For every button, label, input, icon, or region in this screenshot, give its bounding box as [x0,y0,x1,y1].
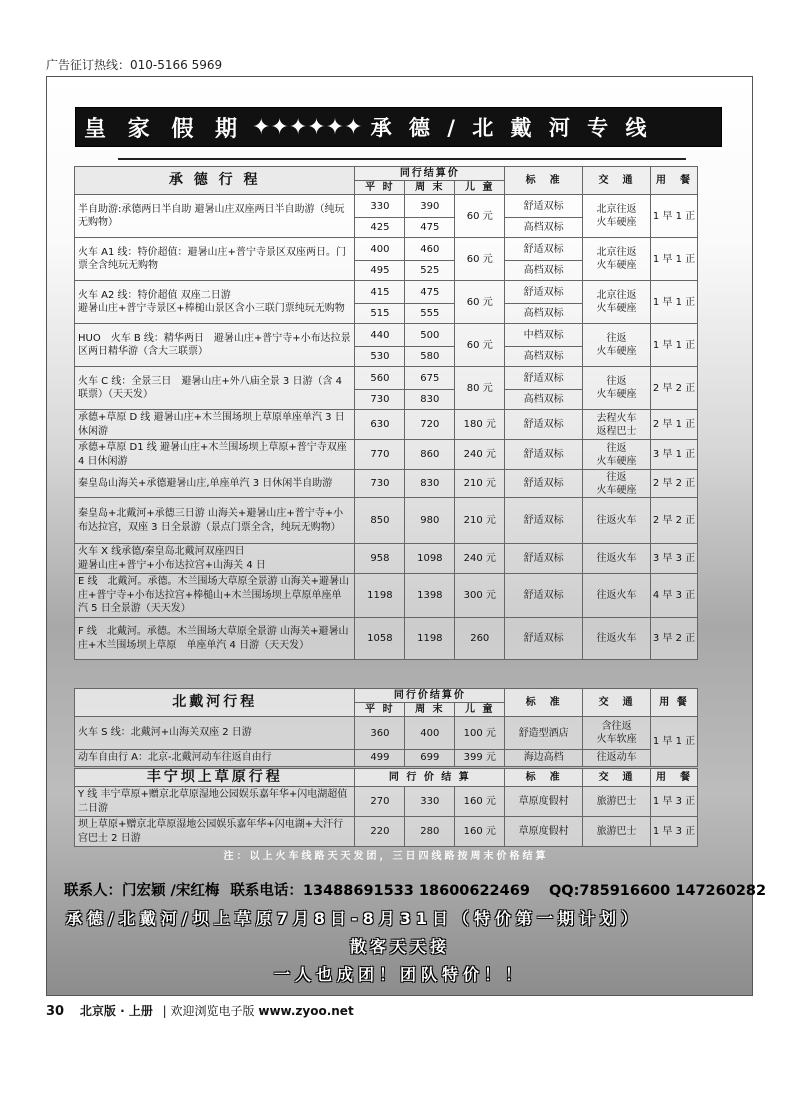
transport-cell: 北京往返 火车硬座 [583,195,651,238]
transport-header: 交 通 [583,689,651,717]
meal-cell: 1 早 3 正 [651,787,698,817]
weekday-price: 1058 [355,618,405,660]
child-price: 60 元 [455,324,505,367]
standard-cell: 舒造型酒店 [505,717,583,750]
transport-cell: 往返火车 [583,498,651,544]
weekday-price: 425 [355,218,405,238]
weekend-price: 475 [405,281,455,304]
route-desc: HUO 火车 B 线：精华两日 避暑山庄+普宁寺+小布达拉景区两日精华游（含大三联票） [75,324,355,367]
weekday-price: 220 [355,817,405,847]
weekday-price: 400 [355,238,405,261]
weekend-header: 周 末 [405,181,455,195]
weekday-price: 270 [355,787,405,817]
table-row [75,238,698,261]
weekday-price: 330 [355,195,405,218]
route-desc: 火车 A2 线：特价超值 双座二日游 避暑山庄+普宁寺景区+棒槌山景区含小三联门票纯玩无购物 [75,281,355,324]
table-row [75,498,698,544]
weekday-price: 515 [355,304,405,324]
standard-header: 标 准 [505,689,583,717]
footer-text: | 欢迎浏览电子版 [162,1004,255,1018]
standard-cell: 舒适双标 [505,440,583,470]
weekday-price: 499 [355,750,405,767]
phone-label: 联系电话： [230,883,303,899]
child-price: 60 元 [455,281,505,324]
footer [46,1002,354,1019]
weekday-price: 1198 [355,574,405,618]
weekday-price: 560 [355,367,405,390]
child-price: 60 元 [455,195,505,238]
standard-cell: 舒适双标 [505,544,583,574]
weekday-price: 495 [355,261,405,281]
divider [118,158,686,160]
weekday-price: 360 [355,717,405,750]
weekend-price: 525 [405,261,455,281]
table-row [75,618,698,660]
route-desc: 动车自由行 A：北京-北戴河动车往返自由行 [75,750,355,767]
website-link[interactable]: www.zyoo.net [258,1004,354,1018]
meal-cell: 3 早 2 正 [650,618,697,660]
route-desc: 秦皇岛山海关+承德避暑山庄,单座单汽 3 日休闲半自助游 [75,470,355,498]
transport-cell: 去程火车 返程巴士 [583,410,651,440]
section-title: 丰宁坝上草原行程 [75,769,355,787]
weekend-price: 400 [405,717,455,750]
transport-cell: 北京往返 火车硬座 [583,281,651,324]
weekend-price: 980 [405,498,455,544]
standard-cell: 海边高档 [505,750,583,767]
standard-cell: 舒适双标 [505,470,583,498]
transport-cell: 北京往返 火车硬座 [583,238,651,281]
meal-cell: 3 早 3 正 [650,544,697,574]
weekend-price: 1098 [405,544,455,574]
route-desc: 半自助游:承德两日半自助 避暑山庄双座两日半自助游（纯玩无购物） [75,195,355,238]
route-desc: 火车 X 线承德/秦皇岛北戴河双座四日 避暑山庄+普宁+小布达拉宫+山海关 4 日 [75,544,355,574]
table-row [75,750,698,767]
transport-cell: 往返 火车硬座 [583,470,651,498]
standard-cell: 高档双标 [505,347,583,367]
standard-cell: 高档双标 [505,218,583,238]
weekend-price: 860 [405,440,455,470]
route-desc: 承德+草原 D 线 避暑山庄+木兰围场坝上草原单座单汽 3 日休闲游 [75,410,355,440]
weekend-price: 1398 [405,574,455,618]
route-desc: 坝上草原+赠京北草原湿地公园娱乐嘉年华+闪电湖+大汗行宫巴士 2 日游 [75,817,355,847]
table-row [75,574,698,618]
table-row [75,544,698,574]
route-desc: F 线 北戴河。承德。木兰围场大草原全景游 山海关+避暑山庄+木兰围场坝上草原 单座单汽 4 日游（天天发） [75,618,355,660]
weekend-price: 675 [405,367,455,390]
meal-cell: 4 早 3 正 [650,574,697,618]
standard-cell: 舒适双标 [505,618,583,660]
route-desc: 火车 C 线：全景三日 避暑山庄+外八庙全景 3 日游（含 4 联票）（天天发） [75,367,355,410]
transport-cell: 往返火车 [583,544,651,574]
meal-cell: 1 早 1 正 [650,324,697,367]
table-row [75,787,698,817]
chengde-table [74,166,698,660]
weekend-price: 460 [405,238,455,261]
weekend-price: 280 [405,817,455,847]
child-price: 100 元 [455,717,505,750]
standard-cell: 舒适双标 [505,195,583,218]
transport-cell: 往返火车 [583,574,651,618]
meal-header: 用 餐 [651,689,698,717]
weekend-price: 580 [405,347,455,367]
table-row [75,195,698,218]
standard-cell: 高档双标 [505,390,583,410]
weekday-price: 530 [355,347,405,367]
group-price-header: 同行结算价 [355,167,505,181]
weekday-price: 958 [355,544,405,574]
table-row [75,470,698,498]
banner [75,107,722,147]
meal-cell: 1 早 1 正 [651,717,698,767]
weekend-price: 699 [405,750,455,767]
promo-slogan: 一人也成团！团队特价！！ [273,965,526,984]
child-header: 儿 童 [455,181,505,195]
weekend-price: 830 [405,470,455,498]
meal-cell: 2 早 2 正 [650,367,697,410]
weekday-price: 440 [355,324,405,347]
meal-cell: 1 早 1 正 [650,195,697,238]
route-desc: 火车 S 线：北戴河+山海关双座 2 日游 [75,717,355,750]
promo-slogan: 承德/北戴河/坝上草原7月8日-8月31日（特价第一期计划） [66,909,642,928]
meal-cell: 3 早 1 正 [650,440,697,470]
standard-cell: 高档双标 [505,304,583,324]
table-row [75,410,698,440]
standard-cell: 高档双标 [505,261,583,281]
weekday-price: 730 [355,390,405,410]
weekday-header: 平 时 [355,181,405,195]
child-price: 210 元 [455,470,505,498]
weekday-price: 770 [355,440,405,470]
transport-cell: 往返火车 [583,618,651,660]
child-price: 160 元 [455,787,505,817]
table-row [75,817,698,847]
meal-cell: 2 早 1 正 [650,410,697,440]
standard-cell: 草原度假村 [505,787,583,817]
page-number: 30 [46,1004,65,1019]
weekday-header: 平 时 [355,703,405,717]
standard-cell: 舒适双标 [505,574,583,618]
weekend-price: 390 [405,195,455,218]
banner-title: 皇 家 假 期 [84,116,244,142]
route-desc: 火车 A1 线：特价超值：避暑山庄+普宁寺景区双座两日。门票全含纯玩无购物 [75,238,355,281]
star-icons: ✦✦✦✦✦✦ [251,114,363,140]
transport-cell: 往返 火车硬座 [583,367,651,410]
transport-cell: 含往返 火车软座 [583,717,651,750]
weekend-price: 500 [405,324,455,347]
section-title: 北戴河行程 [75,689,355,717]
transport-cell: 往返动车 [583,750,651,767]
child-price: 160 元 [455,817,505,847]
child-price: 210 元 [455,498,505,544]
route-desc: E 线 北戴河。承德。木兰围场大草原全景游 山海关+避暑山庄+普宁寺+小布达拉宫+棒槌山+木兰围场坝上草原单座单汽 5 日全景游（天天发） [75,574,355,618]
promo-slogan: 散客天天接 [349,937,450,956]
weekend-price: 1198 [405,618,455,660]
standard-cell: 舒适双标 [505,281,583,304]
contact-line [64,879,766,900]
meal-header: 用 餐 [650,167,697,195]
child-price: 260 [455,618,505,660]
meal-cell: 1 早 3 正 [651,817,698,847]
weekend-price: 330 [405,787,455,817]
qq-numbers: QQ:785916600 147260282 [548,883,767,899]
child-price: 180 元 [455,410,505,440]
route-desc: 秦皇岛+北戴河+承德三日游 山海关+避暑山庄+普宁寺+小布达拉宫，双座 3 日全景游（景点门票全含，纯玩无购物） [75,498,355,544]
transport-cell: 往返 火车硬座 [583,324,651,367]
edition: 北京版 · 上册 [79,1004,153,1018]
route-desc: Y 线 丰宁草原+赠京北草原湿地公园娱乐嘉年华+闪电湖超值二日游 [75,787,355,817]
table-row [75,324,698,347]
standard-cell: 舒适双标 [505,367,583,390]
group-price-header: 同 行 价 结 算 [355,769,505,787]
banner-subtitle: 承 德 / 北 戴 河 专 线 [370,116,652,140]
standard-cell: 舒适双标 [505,498,583,544]
standard-header: 标 准 [505,769,583,787]
meal-cell: 1 早 1 正 [650,281,697,324]
child-header: 儿 童 [455,703,505,717]
standard-cell: 中档双标 [505,324,583,347]
standard-cell: 舒适双标 [505,238,583,261]
weekend-price: 475 [405,218,455,238]
transport-cell: 往返 火车硬座 [583,440,651,470]
weekend-price: 720 [405,410,455,440]
meal-cell: 2 早 2 正 [650,498,697,544]
table-row [75,281,698,304]
meal-cell: 2 早 2 正 [650,470,697,498]
weekend-price: 555 [405,304,455,324]
transport-header: 交 通 [583,769,651,787]
transport-header: 交 通 [583,167,651,195]
weekend-header: 周 末 [405,703,455,717]
standard-cell: 草原度假村 [505,817,583,847]
weekday-price: 730 [355,470,405,498]
table-row [75,717,698,750]
table-row [75,440,698,470]
meal-cell: 1 早 1 正 [650,238,697,281]
child-price: 60 元 [455,238,505,281]
weekday-price: 415 [355,281,405,304]
section-title: 承 德 行 程 [75,167,355,195]
group-price-header: 同行价结算价 [355,689,505,703]
weekday-price: 630 [355,410,405,440]
standard-cell: 舒适双标 [505,410,583,440]
phone-numbers: 13488691533 18600622469 [302,883,530,899]
transport-cell: 旅游巴士 [583,817,651,847]
child-price: 80 元 [455,367,505,410]
standard-header: 标 准 [505,167,583,195]
transport-cell: 旅游巴士 [583,787,651,817]
child-price: 240 元 [455,544,505,574]
fengning-table [74,768,698,847]
ad-hotline: 广告征订热线：010-5166 5969 [46,58,223,72]
weekend-price: 830 [405,390,455,410]
note: 注：以上火车线路天天发团，三日四线路按周末价格结算 [223,851,549,862]
child-price: 300 元 [455,574,505,618]
weekday-price: 850 [355,498,405,544]
beidaihe-table [74,688,698,767]
child-price: 399 元 [455,750,505,767]
meal-header: 用 餐 [651,769,698,787]
child-price: 240 元 [455,440,505,470]
contact-people: 联系人：门宏颖 /宋红梅 [64,883,220,899]
table-row [75,367,698,390]
route-desc: 承德+草原 D1 线 避暑山庄+木兰围场坝上草原+普宁寺双座 4 日休闲游 [75,440,355,470]
